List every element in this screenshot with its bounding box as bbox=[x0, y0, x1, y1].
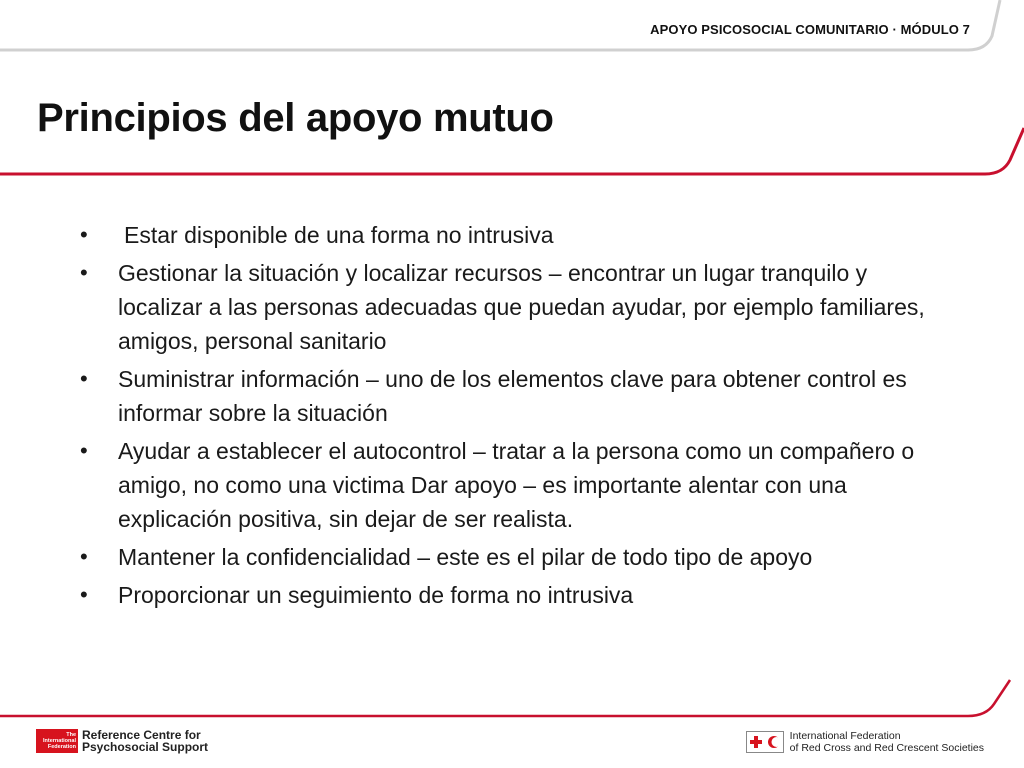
reference-centre-line2: Psychosocial Support bbox=[82, 740, 209, 754]
bullet-item: • Ayudar a establecer el autocontrol – tratar a la persona como un compañero o amigo, no como una victima Dar apoyo – es importante alentar con una explicación positiva, sin dejar de ser realista. bbox=[80, 434, 940, 536]
reference-centre-text bbox=[82, 729, 208, 753]
ifrc-mini-logo bbox=[36, 729, 78, 753]
logo-text-line: Federation bbox=[47, 744, 76, 750]
ifrc-line2: of Red Cross and Red Crescent Societies bbox=[789, 742, 984, 754]
bullet-item: • Estar disponible de una forma no intrusiva bbox=[80, 218, 940, 252]
logo-text-line: The bbox=[66, 732, 76, 738]
red-crescent-icon bbox=[765, 733, 783, 751]
bullet-item: • Gestionar la situación y localizar recursos – encontrar un lugar tranquilo y localizar a las personas adecuadas que puedan ayudar, por ejemplo familiares, amigos, personal sanitario bbox=[80, 256, 940, 358]
bullet-item: • Mantener la confidencialidad – este es el pilar de todo tipo de apoyo bbox=[80, 540, 940, 574]
ifrc-logo bbox=[746, 730, 984, 754]
ifrc-text bbox=[790, 730, 984, 754]
bullet-list bbox=[80, 218, 940, 616]
module-label: APOYO PSICOSOCIAL COMUNITARIO · MÓDULO 7 bbox=[650, 22, 970, 37]
bullet-item: • Proporcionar un seguimiento de forma no intrusiva bbox=[80, 578, 940, 612]
reference-centre-logo bbox=[36, 729, 208, 753]
reference-centre-line1: Reference Centre for bbox=[82, 728, 201, 742]
logo-text-line: International bbox=[42, 738, 76, 744]
emblem-box bbox=[746, 731, 784, 753]
footer-separator-curve bbox=[0, 680, 1010, 716]
slide-title: Principios del apoyo mutuo bbox=[37, 96, 554, 140]
red-cross-icon bbox=[747, 733, 765, 751]
bullet-item: • Suministrar información – uno de los elementos clave para obtener control es informar sobre la situación bbox=[80, 362, 940, 430]
ifrc-line1: International Federation bbox=[789, 730, 901, 742]
